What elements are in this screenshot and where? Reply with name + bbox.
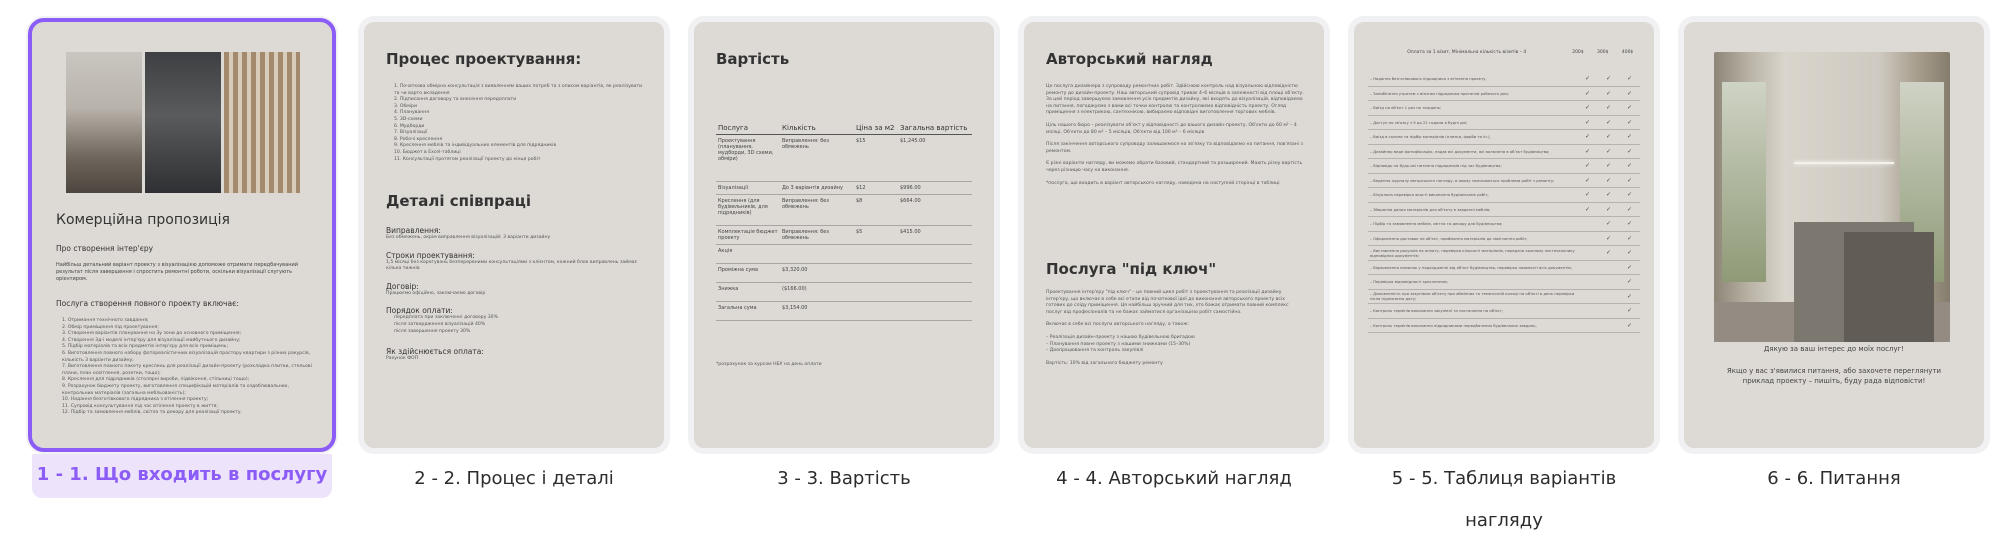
row-label: – Домовленість про закупівлю об'єкту при обмінних та тематичній коляці на об'єкті в день перевірки після підписання дату; (1368, 289, 1577, 304)
list-item: 6. Виготовлення повного набору фотореалістичних візуалізацій простору квартири з різних ракурсів, кількість 3 варіанти дизайну; (62, 350, 311, 363)
check-icon (1598, 275, 1619, 290)
paragraph: Після закінчення авторського супроводу залишаємося на зв'язку та відповідаємо на питання, пов'язані з ремонтом. (1046, 142, 1303, 154)
column-header: Оплата за 1 візит, Мінімальна кількість візитів – 4 (1407, 50, 1527, 55)
list-item: 11. Консультації протягом реалізації проекту до кінця робіт (394, 156, 541, 162)
row-label: – Виставлення рахунків на оплату, перевірка кількості матеріалів, передача кожному постачальнику відповідних документів; (1368, 246, 1577, 261)
row-label: – Перевірка відповідності кресленням; (1368, 275, 1577, 290)
check-icon (1598, 260, 1619, 275)
check-icon: ✓ (1598, 86, 1619, 101)
thanks-text: Дякую за ваш інтерес до моїх послуг! (1763, 345, 1905, 353)
check-icon: ✓ (1577, 72, 1598, 86)
table-row (1368, 260, 1640, 275)
check-icon: ✓ (1598, 173, 1619, 188)
payment-item: після затвердження візуалізацій 40% (394, 321, 486, 327)
table-row: Візуалізації До 3 варіантів дизайну $12 $996.00 (716, 182, 972, 195)
table-row (1368, 188, 1640, 203)
list-item: 3. Створення варіантів планування на 3у зони до основного приміщення; (62, 331, 242, 337)
table-row (1368, 159, 1640, 174)
check-icon: ✓ (1598, 159, 1619, 174)
table-row: Креслення (для будівельників, для підрядників) Виправлення: без обмежень $8 $664.00 (716, 195, 972, 226)
slide-caption: 6 - 6. Питання (1767, 468, 1901, 489)
list-item: 8. Робочі креслення (394, 136, 443, 142)
slide-caption: 5 - 5. Таблиця варіантів нагляду (1391, 468, 1617, 531)
slide-thumbnail-4[interactable] (1024, 22, 1324, 489)
row-label: – Ведення журналу авторського нагляду, в якому зазначаються проблеми робіт з ремонту; (1368, 173, 1577, 188)
check-icon: ✓ (1619, 159, 1640, 174)
slide-thumbnail-3[interactable] (694, 22, 994, 489)
slide-preview (32, 22, 332, 448)
table-row (1368, 275, 1640, 290)
slide-title: Комерційна пропозиція (56, 212, 230, 228)
table-row: Комплектація бюджет проекту Виправлення: без обмежень $5 $415.00 (716, 226, 972, 245)
table-row (1368, 202, 1640, 217)
details-title: Деталі співпраці (386, 192, 532, 210)
list-item: – Реалізація дизайн-проекту з нашою будівельною бригадою (1046, 334, 1195, 340)
row-label: – Підбір та замовлення меблів, світла та декору для будівництва; (1368, 217, 1577, 232)
paragraph: Вартість: 10% від загального бюджету ремонту (1046, 360, 1163, 366)
slide-caption: 3 - 3. Вартість (777, 468, 911, 489)
table-row: Акція (716, 245, 972, 264)
list-item: 6. Мудборди (394, 123, 425, 129)
process-steps (394, 84, 644, 163)
row-label: – Доступ по зв'язку з 9 до 21 години в будні дні; (1368, 115, 1577, 130)
list-item: 1. Отримання технічного завдання; (62, 318, 149, 323)
table-row (1368, 246, 1640, 261)
service-list (62, 318, 312, 417)
row-label: – Контроль термінів виконання підрядниками передбачених будівельних завдань, (1368, 318, 1577, 333)
check-icon: ✓ (1619, 173, 1640, 188)
check-icon: ✓ (1619, 72, 1640, 86)
check-icon: ✓ (1577, 159, 1598, 174)
list-item: 4. Створення 3д-і моделі інтер'єру для візуалізації майбутнього дизайну; (62, 337, 241, 343)
list-item: 9. Креслення меблів та індивідуальних елементів для підрядників (394, 143, 557, 149)
footnote: *розрахунок за курсом НБУ на день оплати (716, 362, 822, 367)
check-icon: ✓ (1619, 318, 1640, 333)
check-icon: ✓ (1598, 217, 1619, 232)
check-icon: ✓ (1577, 173, 1598, 188)
check-icon: ✓ (1577, 144, 1598, 159)
row-label: – Збирання даних матеріалів для об'єкту в завданні меблів; (1368, 202, 1577, 217)
paragraph: *послуга, що входить в варіант авторського нагляду, наведена на наступній сторінці в таблиці (1046, 180, 1280, 186)
check-icon: ✓ (1619, 260, 1640, 275)
check-icon: ✓ (1619, 217, 1640, 232)
table-row (1368, 173, 1640, 188)
row-label: – Дизайнер веде фотофіксацію, надає всі документи, які включено в обʼєкт будівництва; (1368, 144, 1577, 159)
list-item: 2. Підписання договору та внесення передоплати (394, 97, 517, 103)
column-header: Кількість (780, 122, 854, 135)
section-head: Як здійснюється оплата: (386, 347, 484, 357)
slide-thumbnail-6[interactable] (1684, 22, 1984, 489)
slide-preview (1354, 22, 1654, 448)
table-row (1368, 289, 1640, 304)
row-label: – Виїзд в салони та підбір матеріалів (плитки, фарби та ін.), (1368, 130, 1577, 145)
table-row (1368, 144, 1640, 159)
check-icon (1598, 289, 1619, 304)
table-row (1368, 86, 1640, 101)
table-row (1368, 130, 1640, 145)
check-icon: ✓ (1598, 144, 1619, 159)
interior-photo (66, 52, 142, 193)
paragraph: Ціль нашого бюро – реалізувати об'єкт у відповідності до вашого дизайн-проекту. Об'єкти до 60 м² – 4 місяці, Об'єкти до 80 м² – 5 місяців, Об'єкти від 100 м² – 6 місяців (1046, 122, 1297, 135)
check-icon (1577, 260, 1598, 275)
check-icon: ✓ (1619, 130, 1640, 145)
check-icon: ✓ (1619, 289, 1640, 304)
check-icon: ✓ (1598, 202, 1619, 217)
list-item: 2. Обмір приміщення під проектування; (62, 324, 159, 330)
table-row: Загальна сума $3,154.00 (716, 302, 972, 321)
table-row (1368, 217, 1640, 232)
check-icon: ✓ (1619, 202, 1640, 217)
check-icon (1577, 318, 1598, 333)
slide-thumbnail-2[interactable] (364, 22, 664, 489)
slide-preview (694, 22, 994, 448)
list-item: 11. Супровід консультування під час втілення проекту в життя; (62, 403, 218, 409)
check-icon (1598, 318, 1619, 333)
check-icon: ✓ (1619, 115, 1640, 130)
list-item: 8. Креслення для підрядників (столярні вироби, підвіконня, стільниці тощо); (62, 377, 250, 383)
check-icon: ✓ (1619, 246, 1640, 261)
slide-preview (364, 22, 664, 448)
check-icon: ✓ (1619, 144, 1640, 159)
list-item: 12. Підбір та замовлення меблів, світла та декору для реалізації проекту. (62, 410, 243, 416)
slide-title: Авторський нагляд (1046, 50, 1213, 68)
row-label: – Відповідь на будь-які питання підрядників під час будівництва; (1368, 159, 1577, 174)
row-label: – Виїзд на об'єкт 1 раз на тиждень; (1368, 101, 1577, 116)
list-item: 7. Виготовлення повного пакету креслень для реалізації дизайн-проекту (розкладка плитки, стельові плани, план освітлення, розетки, тощо); (62, 364, 312, 376)
payment-item: після завершення проекту 30% (394, 328, 471, 334)
check-icon: ✓ (1619, 188, 1640, 203)
supervision-rows (1368, 72, 1640, 333)
check-icon: ✓ (1598, 188, 1619, 203)
check-icon: ✓ (1619, 304, 1640, 319)
row-label: – Відмовлення помилок у надходженні від об'єкт будівництва, перевірка наявності всіх документів; (1368, 260, 1577, 275)
row-label: – Запобігання утратам з візитом підрядника протягом робочого дня; (1368, 86, 1577, 101)
section-head: Порядок оплати: (386, 306, 453, 316)
slide-thumbnail-1[interactable] (32, 22, 332, 485)
list-item: 4. Планування (394, 110, 430, 116)
supervision-text (1046, 84, 1304, 187)
check-icon (1577, 275, 1598, 290)
table-row (1368, 72, 1640, 86)
slide-caption: 2 - 2. Процес і деталі (414, 468, 614, 489)
intro-text: Найбільш детальний варіант проекту з візуалізацією допоможе отримати передбачуваний результат після завершення і спростить ремонтні роботи, оскільки візуалізації слугують орієнтиром. (56, 262, 298, 282)
slide-preview (1024, 22, 1324, 448)
column-header: Послуга (716, 122, 780, 135)
check-icon: ✓ (1577, 86, 1598, 101)
column-header: Загальна вартість (898, 122, 972, 135)
column-header: 200$ (1572, 50, 1584, 55)
slide-title: Вартість (716, 50, 790, 68)
table-row (1368, 304, 1640, 319)
question-text: Якщо у вас з'явилися питання, або захочете переглянути приклад проекту – пишіть, буду рада відповісти! (1726, 367, 1942, 385)
check-icon (1577, 304, 1598, 319)
section-body: Працюємо офіційно, заключаємо договір (386, 290, 486, 296)
interior-photo (224, 52, 300, 193)
check-icon: ✓ (1598, 72, 1619, 86)
turnkey-text (1046, 290, 1304, 367)
list-item: 10. Надання безготівкового підрядника з втілення проекту; (62, 397, 209, 403)
payment-item: передплата при заключенні договору 30% (394, 315, 498, 321)
column-header: 300$ (1597, 50, 1609, 55)
slide-thumbnail-5[interactable] (1354, 22, 1654, 531)
row-label: – Візуальна перевірка якості виконання будівельних робіт; (1368, 188, 1577, 203)
section-head: Строки проектування: (386, 250, 475, 260)
table-row: Проектування (планування, мудборди, 3D схеми, обміри) Виправлення: без обмежень $15 $1,245.00 (716, 135, 972, 182)
table-row: Проміжна сума $3,320.00 (716, 264, 972, 283)
list-item: 10. Бюджет в Excel-таблиці (394, 149, 461, 155)
list-item: – Доопрацювання та контроль закупівлі (1046, 348, 1144, 354)
check-icon: ✓ (1619, 86, 1640, 101)
check-icon: ✓ (1577, 130, 1598, 145)
check-icon: ✓ (1598, 115, 1619, 130)
interior-photo (145, 52, 221, 193)
slide-caption: 1 - 1. Що входить в послугу (32, 454, 332, 498)
section-head: Виправлення: (386, 226, 441, 235)
price-table (716, 122, 972, 321)
row-label: – Контроль термінів виконання закупівлі та постачання на об'єкт; (1368, 304, 1577, 319)
table-row: Знижка ($166.00) (716, 283, 972, 302)
table-row (1368, 101, 1640, 116)
column-header: Ціна за м2 (854, 122, 898, 135)
slide-caption: 4 - 4. Авторський нагляд (1056, 468, 1292, 489)
table-row (1368, 115, 1640, 130)
column-header: 400$ (1621, 50, 1634, 55)
check-icon: ✓ (1619, 231, 1640, 246)
list-title: Послуга створення повного проекту включає: (56, 299, 239, 308)
check-icon: ✓ (1577, 101, 1598, 116)
list-item: 1. Початкова обмірна консультація з виявленням ваших потреб та з описом варіантів, як реалізувати та чи варто вкладення (394, 84, 643, 96)
check-icon: ✓ (1577, 188, 1598, 203)
slide-subtitle: Про створення інтер'єру (56, 244, 154, 253)
section-head: Договір: (386, 281, 419, 291)
check-icon (1598, 304, 1619, 319)
check-icon: ✓ (1598, 246, 1619, 261)
section-body: Без обмежень, окрім виправлення візуалізацій: 3 варіанти дизайну (386, 235, 551, 240)
check-icon: ✓ (1598, 130, 1619, 145)
turnkey-title: Послуга "під ключ" (1046, 260, 1217, 278)
section-body: Рахунок ФОП (386, 356, 419, 362)
paragraph: Включає в себе всі послуги авторського нагляду, а також: (1046, 322, 1189, 328)
paragraph: Є різні варіанти нагляду, ви можемо обрати базовий, стандартний та розширений. Мають різну вартість через різницю часу на виконання. (1046, 161, 1303, 173)
check-icon (1577, 289, 1598, 304)
check-icon: ✓ (1619, 275, 1640, 290)
check-icon (1577, 246, 1598, 261)
row-label: – Оформлення доставок на об'єкт, приймання матеріалів до закінчення робіт; (1368, 231, 1577, 246)
paragraph: Це послуга дизайнера з супроводу ремонтних робіт. Здійснюю контроль над візуальною відповідністю ремонту до дизайн-проекту. Наш авторський супровід триває 4–6 місяців в залежності від площі об'єкту. За цей період завершуємо замовлення усіх предметів дизайну, які входять до візуалізацій, відповідаємо на питання, погоджуємо з вами всі точки контролю та контролюємо відповідність проекту. Огляд приміщення з електрикою, сантехнікою, вибираємо відповідні виготовлення торгових меблів. (1046, 84, 1304, 116)
paragraph: Проектування інтер'єру "під ключ" – це повний цикл робіт з проектування та реалізації дизайну інтер'єру, що включає в себе всі етапи від початкової ідеї до виконання авторського проекту всіх готових до сліду приміщення. Ця найбільш зручний для тих, хто бажає отримати повний комплекс послуг від професіоналів та не бажає займатися організацією робіт самостійно. (1046, 290, 1289, 315)
list-item: 7. Візуалізації (394, 130, 428, 136)
supervision-table (1368, 48, 1640, 57)
check-icon: ✓ (1577, 115, 1598, 130)
check-icon: ✓ (1619, 101, 1640, 116)
list-item: 5. 3D-схеми (394, 116, 423, 122)
check-icon: ✓ (1598, 101, 1619, 116)
section-body: 1,5 місяці без корегувань безперервними консультаціями з клієнтом, кожний блок виправлень займає кілька тижнів (386, 259, 637, 272)
table-row (1368, 231, 1640, 246)
details-sections (386, 226, 642, 363)
list-item: 3. Обміри (394, 103, 417, 109)
list-item: – Планування повне проекту з нашими знижками (15–30%) (1046, 341, 1191, 347)
slide-title: Процес проектування: (386, 50, 582, 68)
check-icon (1577, 231, 1598, 246)
list-item: 9. Розрахунок бюджету проекту, виготовлення специфікацій матеріалів та оздоблювальних, контрольних матеріалів (загальна мебльованість); (62, 383, 289, 396)
check-icon: ✓ (1577, 202, 1598, 217)
list-item: 5. Підбір матеріалів та всіх предметів інтер'єру для всіх приміщень; (62, 344, 229, 350)
table-row (1368, 318, 1640, 333)
check-icon: ✓ (1598, 231, 1619, 246)
check-icon (1577, 217, 1598, 232)
kitchen-photo (1714, 52, 1950, 342)
row-label: – Надання безготівкового підрядника з втілення проекту, (1368, 72, 1577, 86)
slide-preview (1684, 22, 1984, 448)
